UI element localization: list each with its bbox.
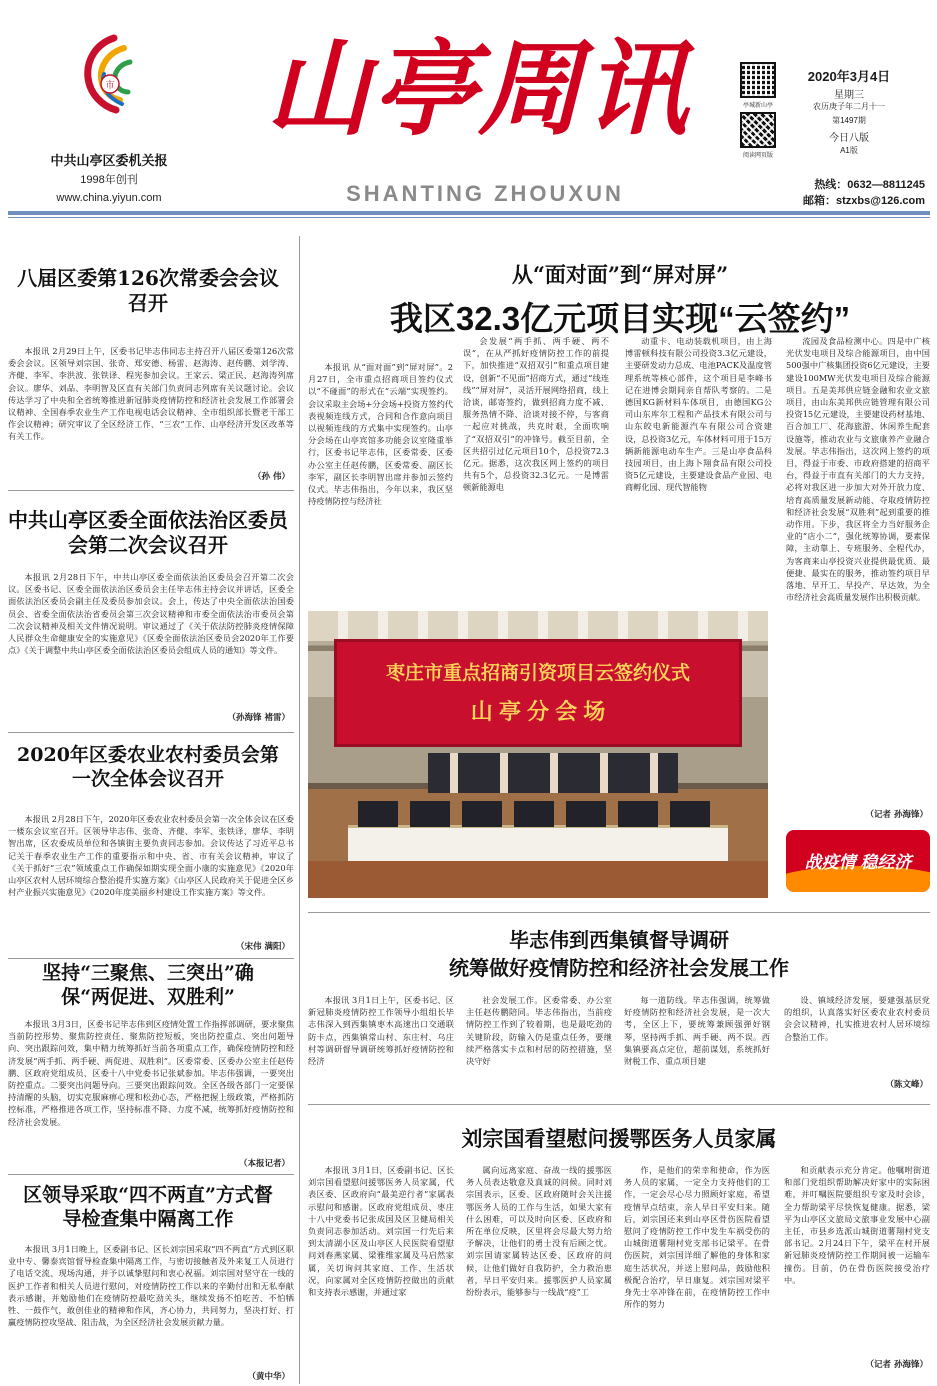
photo-backdrop xyxy=(334,639,742,747)
website-link[interactable]: www.china.yiyun.com xyxy=(56,192,162,204)
photo-back-row xyxy=(428,753,678,793)
masthead-rule xyxy=(8,211,930,215)
divider xyxy=(8,958,294,959)
divider xyxy=(308,912,930,913)
article3-byline: （记者 孙海锋） xyxy=(865,1360,928,1370)
photo-banner-line1: 枣庄市重点招商引资项目云签约仪式 xyxy=(385,663,690,684)
lead-headline: 我区32.3亿元项目实现“云签约” xyxy=(389,300,851,337)
left-article-4-title: 坚持“三聚焦、三突出”确保“两促进、双胜利” xyxy=(42,962,254,1008)
campaign-badge xyxy=(786,830,930,892)
lead-byline: （记者 孙海锋） xyxy=(865,810,928,820)
article3-column-1: 本报讯 3月1日，区委副书记、区长刘宗国看望慰问援鄂医务人员家属，代表区委、区政府向“最美逆行者”家属表示慰问和感谢。区政府党组成员、枣庄十八中党委书记张成国及区卫健局相关负责同志参加活动。刘宗国一行先后来到太清湖小区及山亭区人民医院看望慰问刘春燕家属、梁雅维家属及马启然家属，关切询问其家庭、工作、生活状况，向家属对全区疫情防控做出的贡献和支持表示感谢，并通过家 xyxy=(308,1165,454,1298)
svg-text:市: 市 xyxy=(105,81,115,91)
masthead-pinyin: SHANTING ZHOUXUN xyxy=(346,181,624,206)
article2-byline: （陈文峰） xyxy=(885,1080,928,1090)
weekday: 星期三 xyxy=(834,90,864,101)
issue-date: 2020年3月4日 xyxy=(807,69,891,84)
badge-text: 战疫情 稳经济 xyxy=(804,853,912,872)
qr1-label: 亭城新山亭 xyxy=(742,103,773,109)
left-article-1-title: 八届区委第126次常委会会议召开 xyxy=(17,266,279,315)
column-divider xyxy=(299,236,300,1384)
edition: A1版 xyxy=(840,146,858,155)
masthead xyxy=(0,0,937,215)
masthead-rule-thin xyxy=(8,217,930,218)
left-article-5-body: 本报讯 3月1日晚上，区委副书记、区长刘宗国采取“四不两直”方式到区职业中专、馨泰宾馆督导检查集中隔离工作，与密切接触者及外来复工人员进行了电话交流、现场沟通，并予以诚挚慰问和衷心祝福。刘宗国对坚守在一线的医护工作者和相关人员进行慰问，对疫情防控工作以来的辛勤付出和无私奉献表示感谢，并勉励他们在疫情防控最吃劲关头，继续发扬不怕吃苦、不怕牺牲、一鼓作气，敢创佳业的精神和作风，齐心协力，共同努力，坚决打好、打赢疫情防控攻坚战、阻击战，为全区经济社会发展贡献力量。 xyxy=(8,1244,294,1328)
left-article-2-title: 中共山亭区委全面依法治区委员会第二次会议召开 xyxy=(8,508,288,557)
organ-name: 中共山亭区委机关报 xyxy=(50,153,168,168)
qr-code-icon[interactable] xyxy=(740,62,776,98)
hotline: 热线：0632—8811245 xyxy=(814,179,925,191)
photo-front-table xyxy=(348,825,728,861)
article3-column-4: 和贡献表示充分肯定。他嘱咐街道和部门党组织帮助解决好家中的实际困难，并叮嘱医院要组织专家及时会诊，全力帮助梁平尽快恢复健康。据悉，梁平为山亭区文旅局文旅事业发展中心副主任，市县乡选派山城街道薯翔村党支部书记。2月24日下午，梁平在村开展新冠肺炎疫情防控工作期间被一运输车撞伤。目前，仍在骨伤医院接受治疗中。 xyxy=(784,1165,930,1285)
article3-column-3: 作，是他们的荣幸和使命，作为医务人员的家属，一定全力支持他们的工作，一定会尽心尽力照顾好家庭，希望疫情早点结束，亲人早日平安归来。随后，刘宗国还来到山亭区骨伤医院看望慰问了疫情防控工作中发生车祸受伤的山城街道薯翔村党支部书记梁平。在骨伤医院，刘宗国详细了解他的身体和家庭生活状况，并送上慰问品，鼓励他积极配合治疗，早日康复。刘宗国对梁平身先士卒冲锋在前，在疫情防控工作中所作的努力 xyxy=(624,1165,770,1310)
left-article-3-byline: （宋伟 满阳） xyxy=(236,942,290,952)
divider xyxy=(308,1104,930,1105)
left-article-5-title: 区领导采取“四不两直”方式督导检查集中隔离工作 xyxy=(23,1184,273,1230)
lead-column-2: 会发展“两手抓、两手硬、两不误”，在从严抓好疫情防控工作的前提下，加快推进“双招双引”和重点项目建设，创新“不见面”招商方式，通过“线连线”“屏对屏”，灵活开展网络招商，线上洽谈，邮寄签约，做到招商力度不减、服务热情不降、洽谈对接不停，与客商一起应对挑战，共克时艰，全面吹响了“双招双引”的冲锋号。截至目前，全区共招引过亿元项目10个，总投资72.3亿元。据悉，这次我区网上签约的项目共有5个，总投资32.3亿元。一是博雷顿新能源电 xyxy=(463,336,609,493)
left-article-3-body: 本报讯 2月28日下午，2020年区委农业农村委员会第一次全体会议在区委一楼东会议室召开。区领导毕志伟、张奇、齐健、李军、张铁译、廖华、李明智出席，区农委成员单位和各镇街主要负责同志参加。会议传达了习近平总书记关于春季农业生产工作的重要指示和中央、省、市有关会议精神，审议了《关于抓好“三农”领域重点工作确保如期实现全面小康的实施意见》《2020年山亭区农村人居环境综合整治提升实施方案》《山亭区人民政府关于促进全区乡村产业振兴实施意见》《2020年度美丽乡村建设工作实施方案》等文件。 xyxy=(8,814,294,898)
left-article-4-body: 本报讯 3月3日，区委书记毕志伟到区疫情处置工作指挥部调研，要求聚焦当前防控形势、聚焦防控责任、聚焦防控短板，突出防控重点、突出问题导向、突出跟踪问效，集中精力统筹抓好当前各项重点工作，确保疫情防控和经济发展“两手抓、两手硬、两促进、双胜利”。区委常委、区委办公室主任赵传鹏、区政府党组成员、区委十八中党委书记张斌参加。毕志伟强调，一要突出防控重点。二要突出问题导向。三要突出跟踪问效。全区各级各部门一定要保持清醒的头脑，切实克服麻痹心理和松劲心态，严格把握上级政策，严格抓防控标准，严格推进各项工作，坚持标准不降、力度不减，统筹抓好疫情防控和经济社会发展。 xyxy=(8,1019,294,1127)
lead-column-3: 动重卡、电动装载机项目，由上海博雷顿科技有限公司投资3.3亿元建设，主要研发动力总成、电池PACK及温度管理系统等核心部件，这个项目是李峰书记在进博会期间亲自帮队考察的。二是德国KG新材料车体项目，由德国KG公司山东库尔工程和产品技术有限公司与山东皎电新能源汽车有限公司合资建设，总投资3亿元，车体材料可用于15万辆新能源电动车生产。三是山亭食品科技园项目，由上海卜翔食品有限公司投资5亿元建设，主要建设食品产业园、电商孵化园、现代智能物 xyxy=(625,336,772,493)
qr2-label: 阅读网页版 xyxy=(742,153,773,159)
divider xyxy=(8,1174,294,1175)
signing-ceremony-photo xyxy=(308,611,768,898)
article2-title2: 统筹做好疫情防控和经济社会发展工作 xyxy=(449,956,789,980)
article2-column-4: 设、镇域经济发展，要建强基层党的组织，认真落实好区委农业农村委员会会议精神，扎实推进农村人居环境综合整治工作。 xyxy=(784,995,930,1042)
photo-banner-line2: 山 亭 分 会 场 xyxy=(470,699,606,724)
party-logo-icon xyxy=(74,34,144,116)
masthead-title: 山亭周讯 xyxy=(265,27,690,150)
lead-column-1: 本报讯 从“面对面”到“屏对屏”。2月27日，全市重点招商项目签约仪式以“不碰面”的形式在“云端”实现签约。会议采取主会场+分会场+投资方签约代表视频连线方式，合同和合作意向项目以视频连线的方式集中实现签约。山亭分会场在山亭宾馆多功能会议室隆重举行，区委书记毕志伟，区委常委、区委办公室主任赵传鹏，区委常委、副区长李军，副区长李明智出席并参加云签约仪式。毕志伟指出，今年以来，我区坚持疫情防控与经济社 xyxy=(308,362,453,507)
left-article-1-byline: （孙 伟） xyxy=(253,472,290,482)
divider xyxy=(8,732,294,733)
page-count: 今日八版 xyxy=(829,133,869,144)
photo-front-row xyxy=(358,801,718,827)
left-article-2-body: 本报讯 2月28日下午，中共山亭区委全面依法治区委员会召开第二次会议。区委书记、区委全面依法治区委员会主任毕志伟主持会议并讲话，区委全面依法治区委员会副主任及委员参加会议。会上，传达了中央全面依法治国委员会、省委全面依法治省委员会第三次会议精神和市委全面依法治市委员会第二次会议精神及相关文件情况说明。审议通过了《关于依法防控肺炎疫情保障人民群众生命健康安全的实施意见》《区委全面依法治区委员会2020年工作要点》《关于调整中共山亭区委全面依法治区委员会组成人员的通知》等文件。 xyxy=(8,572,294,656)
lunar-date: 农历庚子年二月十一 xyxy=(813,102,885,111)
article2-column-2: 社会发展工作。区委常委、办公室主任赵传鹏陪同。毕志伟指出，当前疫情防控工作到了较着期，也是最吃劲的关键阶段，防输入仍是重点任务，要继续严格落实卡点和村居的防控措施，坚决守好 xyxy=(466,995,612,1067)
photo-carpet xyxy=(308,861,768,898)
left-article-3-title: 2020年区委农业农村委员会第一次全体会议召开 xyxy=(17,744,279,790)
article2-column-3: 每一道防线。毕志伟强调，统筹做好疫情防控和经济社会发展，是一次大考，全区上下，要统筹兼顾强弹好钢琴，坚持两手抓、两手硬、两不误。西集镇要高点定位，超前谋划，系统抓好财税工作、重点项目建 xyxy=(624,995,770,1067)
left-article-4-byline: （本报记者） xyxy=(238,1159,290,1169)
photo-ceiling xyxy=(308,611,768,641)
left-article-1-body: 本报讯 2月29日上午，区委书记毕志伟同志主持召开八届区委第126次常委会会议。区领导刘宗国、张奇、郑安德、杨雷、赵海涛、赵传鹏、刘学涛、齐健、李军、李洪波、张铁译、程宪参加会议。王家云、梁正民、赵海涛列席会议。廖华、刘品、李明智及区直有关部门负责同志列席有关议题讨论。会议传达学习了中央和全省统筹推进新冠肺炎疫情防控和经济社会发展工作部署会议精神、全国春季农业生产工作电视电话会议精神、全市组织部长暨老干部工作会议精神；研究审议了全区经济工作、“三农”工作、山亭经济开发区改革等有关工作。 xyxy=(8,346,294,442)
article3-column-2: 属向远离家庭、奋战一线的援鄂医务人员表达敬意及真诚的问候。同时刘宗国表示，区委、区政府随时会关注援鄂医务人员的工作与生活，如果大家有什么困难，可以及时向区委、区政府和所在单位反映，区里将会尽最大努力给予解决，让他们的勇士没有后顾之忧。刘宗国请家属转达区委、区政府的问候，让他们做好自我防护，全力救治患者，早日平安归来。援鄂医护人员家属纷纷表示，能够参与一线战“疫”工 xyxy=(466,1165,612,1298)
article3-title: 刘宗国看望慰问援鄂医务人员家属 xyxy=(461,1126,777,1151)
left-article-2-byline: （孙海锋 褚雷） xyxy=(227,713,290,723)
email: 邮箱：stzxbs@126.com xyxy=(803,195,925,207)
divider xyxy=(8,490,294,491)
qr-code-icon[interactable] xyxy=(740,112,776,148)
founded: 1998年创刊 xyxy=(80,174,138,186)
left-article-5-byline: （黄中华） xyxy=(247,1372,290,1382)
article2-title1: 毕志伟到西集镇督导调研 xyxy=(509,928,729,952)
issue-number: 第1497期 xyxy=(832,116,866,125)
article2-column-1: 本报讯 3月1日上午，区委书记、区新冠肺炎疫情防控工作领导小组组长毕志伟深入到西集镇枣木高速出口交通联防卡点，西集镇常山村、东庄村、乌庄村等调研督导调研统筹抓好疫情防控和经济 xyxy=(308,995,454,1067)
lead-column-4: 流园及食品检测中心。四是中广核光伏发电项目及综合能源项目，由中国500强中广核集团投资6亿元建设，主要建设100MW光伏发电项目及综合能源项目。五是美邦供应链金融和农业文旅项目，由山东美邦供应链管理有限公司投资15亿元建设，主要建设药材基地、百合加工厂、花海旅游、休闲养生配套设施等，推动农业与文旅康养产业融合发展。毕志伟指出，这次网上签约的项目，得益于市委、市政府搭建的招商平台，得益于市直有关部门的大力支持，必将对我区进一步加大对外开放力度、培育高质量发展新动能、夺取疫情防控和经济社会发展“双胜利”起到重要的推动作用。下步，我区将全力当好服务企业的“店小二”，强化统筹协调，要素保障，主动靠上、专班服务、全程代办，为客商来山亭投资兴业提供最优质、最便捷、最实在的服务，推动签约项目早落地、早开工、早投产、早达效，为全市经济社会高质量发展作出积极贡献。 xyxy=(786,336,930,603)
lead-kicker: 从“面对面”到“屏对屏” xyxy=(511,262,729,287)
